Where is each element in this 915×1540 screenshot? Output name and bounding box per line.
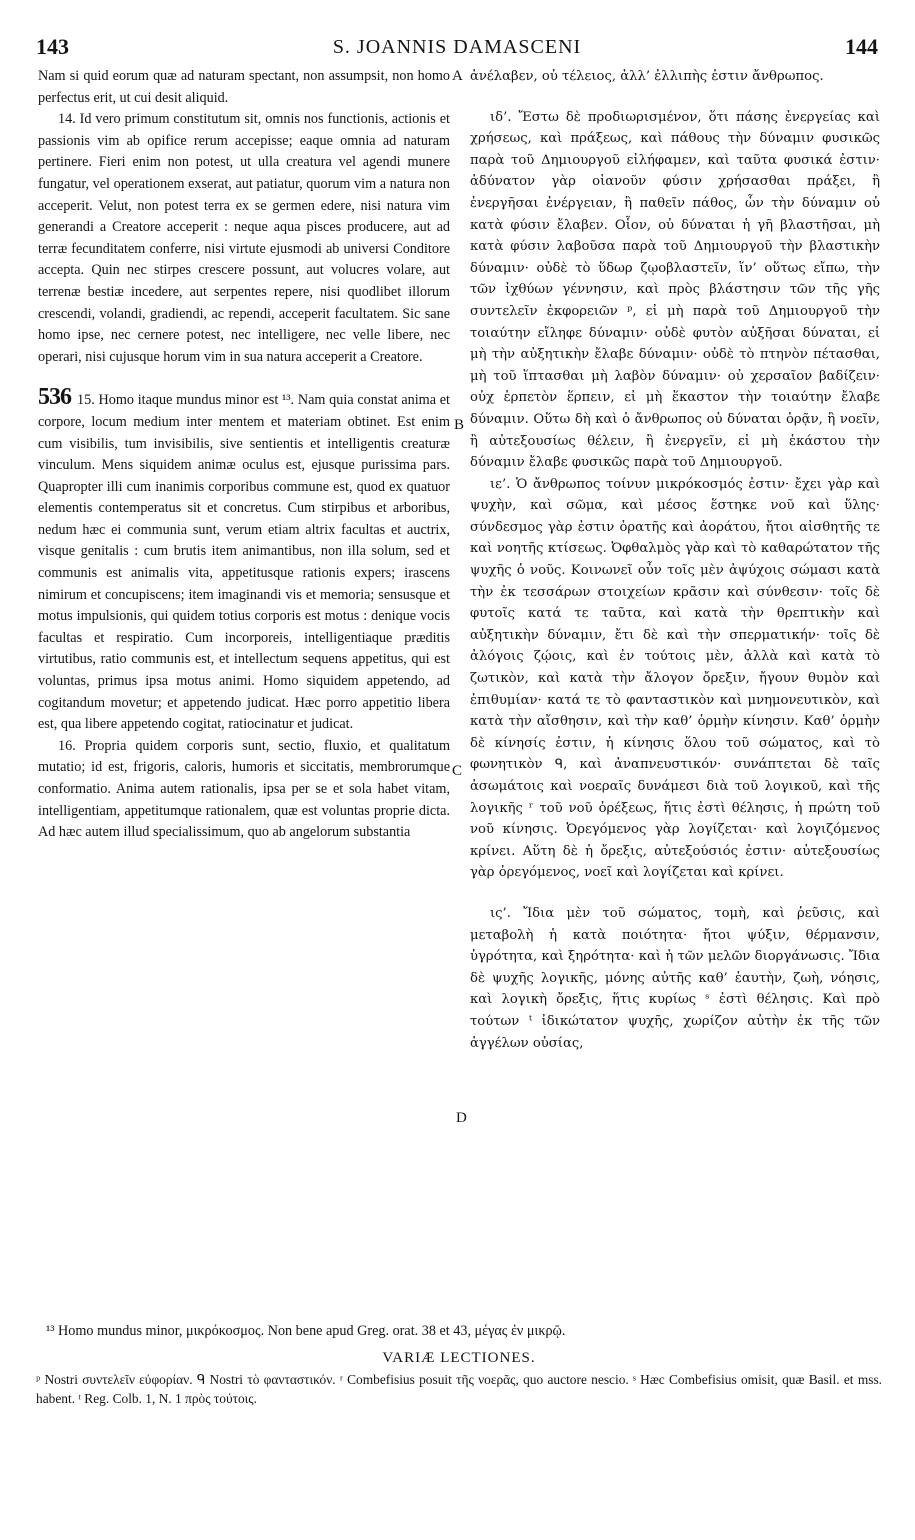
latin-paragraph-16: 16. Propria quidem corporis sunt, sectio, fluxio, et qualitatum mutatio; id est, frigoris, caloris, humoris et siccitatis, membrorumque conformatio. Anima autem rationalis, ipsa per se et sola habet vitam, intelligentiam, appetitumque rationalem, quæ est voluntas proprie dicta. Ad hæc autem illud specialissimum, quo ab angelorum substantia: [38, 737, 450, 841]
latin-paragraph-14: 14. Id vero primum constitutum sit, omnis nos functionis, actionis et passionis vim ab opifice rerum accepisse; eaque omnia ad naturam pertinere. Fieri enim non potest, ut ulla creatura vel agendi munere fungatur, vel operationem exserat, aut patiatur, quorum vim a natura non acceperit. Velut, non potest terra ex se germen edere, nisi natura vim generandi a Creatore acceperit : neque aqua pisces producere, aut ad terræ fecunditatem conferre, nisi virtute ejusmodi ab universi Conditore accepta. Quin nec stirpes crescere possunt, aut volucres volare, aut terrenæ bestiæ incedere, aut serpentes repere, nisi quodlibet illorum crescendi, volandi, gradiendi, ac rependi, acceperit facultatem. Sic sane homo ipse, nec cernere potest, nec intelligere, nec velle libere, nec operari, nisi cujusque horum vim in sua natura acceperit a Creatore.: [38, 111, 450, 365]
page-header: [36, 34, 878, 68]
section-marker-b: B: [454, 417, 465, 433]
latin-paragraph-15: [38, 384, 450, 736]
page-number-left: 143: [36, 34, 69, 59]
section-marker-c: C: [452, 763, 463, 779]
migne-column-number: 536: [38, 384, 71, 411]
footnotes: [36, 1322, 882, 1408]
greek-paragraph-16: ις’. Ἴδια μὲν τοῦ σώματος, τομὴ, καὶ ῥεῦσις, καὶ μεταβολὴ ἡ κατὰ ποιότητα· ἤτοι ψύξιν, θέρμανσιν, ὑγρότητα, καὶ ξηρότητα· καὶ ἡ τῶν μελῶν διοργάνωσις. Ἴδια δὲ ψυχῆς λογικῆς, μόνης αὐτῆς καθ’ ἑαυτὴν, ζωὴ, νόησις, καὶ λογικὴ ὄρεξις, ἥτις κυρίως ˢ ἐστὶ θέλησις. Καὶ πρὸ τούτων ᵗ ἰδικώτατον ψυχῆς, χωρίζον αὐτὴν ἐκ τῆς τῶν ἀγγέλων οὐσίας,: [470, 905, 880, 1051]
footnote-13: ¹³ Homo mundus minor, μικρόκοσμος. Non bene apud Greg. orat. 38 et 43, μέγας ἐν μικρῷ.: [46, 1323, 566, 1339]
variae-lectiones-heading: VARIÆ LECTIONES.: [382, 1350, 536, 1366]
page-number-right: 144: [845, 34, 878, 59]
paragraph-gap: [470, 884, 880, 903]
paragraph-gap: [470, 88, 880, 107]
running-title: S. JOANNIS DAMASCENI: [332, 36, 582, 58]
latin-paragraph-1: Nam si quid eorum quæ ad naturam spectant, non assumpsit, non homo perfectus erit, ut cui desit aliquid.: [38, 68, 450, 106]
greek-paragraph-1: ἀνέλαβεν, οὐ τέλειος, ἀλλ’ ἐλλιπὴς ἐστιν ἄνθρωπος.: [470, 69, 824, 84]
variae-lectiones-text: ᵖ Nostri συντελεῖν εὐφορίαν. ᑫ Nostri τὸ φανταστικόν. ʳ Combefisius posuit τῆς νοερᾶς, quo auctore nescio. ˢ Hæc Combefisius omisit, quæ Basil. et mss. habent. ᵗ Reg. Colb. 1, N. 1 πρὸς τούτοις.: [36, 1372, 882, 1406]
greek-column: [470, 66, 880, 1054]
greek-paragraph-14: ιδ’. Ἔστω δὲ προδιωρισμένον, ὅτι πάσης ἐνεργείας καὶ χρήσεως, καὶ πράξεως, καὶ πάθους τὴν δύναμιν φυσικῶς παρὰ τοῦ Δημιουργοῦ εἰλήφαμεν, καὶ ταῦτα φυσικά ἐστιν· ἀδύνατον γὰρ οἱανοῦν φύσιν χρήσασθαι πράξει, ἢ ἐνεργῆσαι ἐνέργειαν, ἢ παθεῖν πάθος, ὧν τὴν δύναμιν οὐ κατὰ φύσιν ἔλαβεν. Οἷον, οὐ δύναται ἡ γῆ βλαστῆσαι, μὴ κατὰ φύσιν λαβοῦσα παρὰ τοῦ Δημιουργοῦ τὴν βλαστικὴν δύναμιν· οὐδὲ τὸ ὕδωρ ζῳοβλαστεῖν, ἵν’ οὕτως εἴπω, τὴν τῶν ἰχθύων γέννησιν, καὶ πρὸς βλάστησιν τῶν τῆς γῆς συντελεῖν ἐκφορειῶν ᵖ, εἰ μὴ παρὰ τοῦ Δημιουργοῦ τὴν τοιαύτην εἴληφε δύναμιν· οὐδὲ φυτὸν αὐξῆσαι δύναται, εἰ μὴ τὴν αὐξητικὴν ἔλαβε δύναμιν· οὐδὲ τὸ πτηνὸν πέτασθαι, μὴ τοῦ ἵπτασθαι μὴ λαβὸν δύναμιν· οὐ χερσαῖον βαδίζειν· οὐχ ἑρπετὸν ἕρπειν, εἰ μὴ ἕκαστον τὴν τοιαύτην ἔλαβε δύναμιν. Οὕτω δὴ καὶ ὁ ἄνθρωπος οὐ δύναται ὁρᾷν, ἢ νοεῖν, ἢ αὐτεξουσίως θέλειν, ἢ ἐνεργεῖν, εἰ μὴ ἑκάστου τὴν δύναμιν ἔλαβε φυσικῶς παρὰ τοῦ Δημιουργοῦ.: [470, 109, 880, 471]
paragraph-gap: [38, 368, 450, 387]
greek-paragraph-15: ιε’. Ὁ ἄνθρωπος τοίνυν μικρόκοσμός ἐστιν· ἔχει γὰρ καὶ ψυχὴν, καὶ σῶμα, καὶ μέσος ἕστηκε νοῦ καὶ ὕλης· σύνδεσμος γὰρ ἐστιν ὁρατῆς καὶ ἀοράτου, ἤτοι αἰσθητῆς τε καὶ νοητῆς κτίσεως. Ὀφθαλμὸς γὰρ καὶ τὸ καθαρώτατον τῆς ψυχῆς ὁ νοῦς. Κοινωνεῖ οὖν τοῖς μὲν ἀψύχοις σώμασι κατὰ τὴν ἐκ τεσσάρων στοιχείων κρᾶσιν καὶ σύνθεσιν· τοῖς δὲ φυτοῖς κατά τε ταῦτα, καὶ κατὰ τὴν θρεπτικὴν καὶ αὐξητικὴν δύναμιν, ἔτι δὲ καὶ τὴν σπερματικήν· τοῖς δὲ ἀλόγοις ζῴοις, καὶ ἐν τούτοις μὲν, ἀλλὰ καὶ κατὰ τὸ ζωτικὸν, καὶ κατὰ τὴν ἄλογον ὄρεξιν, ἤγουν θυμὸν καὶ ἐπιθυμίαν· κατά τε τὸ φανταστικὸν καὶ μνημονευτικὸν, καὶ κατὰ τὴν αἴσθησιν, καὶ τὴν καθ’ ὁρμὴν κίνησιν. Καθ’ ὁρμὴν δὲ κίνησίς ἐστιν, ἡ κίνησις ὅλου τοῦ σώματος, καὶ τὸ φωνητικὸν ᑫ, καὶ ἀναπνευστικόν· συνάπτεται δὲ ταῖς ἀσωμάτοις καὶ νοεραῖς δυνάμεσι διὰ τοῦ λογικοῦ, καὶ τῆς λογικῆς ʳ τοῦ νοῦ ὀρέξεως, ἥτις ἐστὶ θέλησις, ἡ πρώτη τοῦ νοῦ κίνησις. Ὀρεγόμενος γὰρ λογίζεται· καὶ λογιζόμενος κρίνει. Αὕτη δὲ ἡ ὄρεξις, αὐτεξούσιός ἐστιν· αὐτεξουσίως γὰρ ὀρεγόμενος, νοεῖ καὶ λογίζεται καὶ κρίνει.: [470, 476, 880, 881]
latin-column: [38, 66, 450, 844]
section-marker-d: D: [456, 1110, 467, 1126]
latin-paragraph-15-text: 15. Homo itaque mundus minor est ¹³. Nam quia constat anima et corpore, locum medium inter mentem et materiam obtinet. Est enim cum visibilis, tum invisibilis, sive sentientis et intelligentis creaturæ vinculum. Mens siquidem animæ oculus est, ejusque purissima pars. Quapropter illi cum inanimis corporibus commune est, quod ex quatuor elementis contemperatus sit et concretus. Cum stirpibus et arboribus, nedum hæc ei communia sunt, verum etiam altrix facultas et auctrix, visque genitalis : cum brutis item animantibus, non illa solum, sed et communis est animalis vita, appetitusque rationis expers; irascens nimirum et concupiscens; item imaginandi vis et memoria; sensusque et motus impulsionis, qui quidem totius corporis est motus : denique vocis facultas et respiratio. Cum incorporeis, intelligentiaque præditis virtutibus, ratio communis est, et intellectum sequens appetitus, qui est voluntas, primus ipsa motus animi. Homo siquidem appetendo, ad cogitandum movetur; et appetendo judicat. Hæc porro appetitio libera est, qua libere appetendo cogitat, ratiocinatur et judicat.: [38, 392, 450, 733]
section-marker-a: A: [452, 68, 463, 84]
